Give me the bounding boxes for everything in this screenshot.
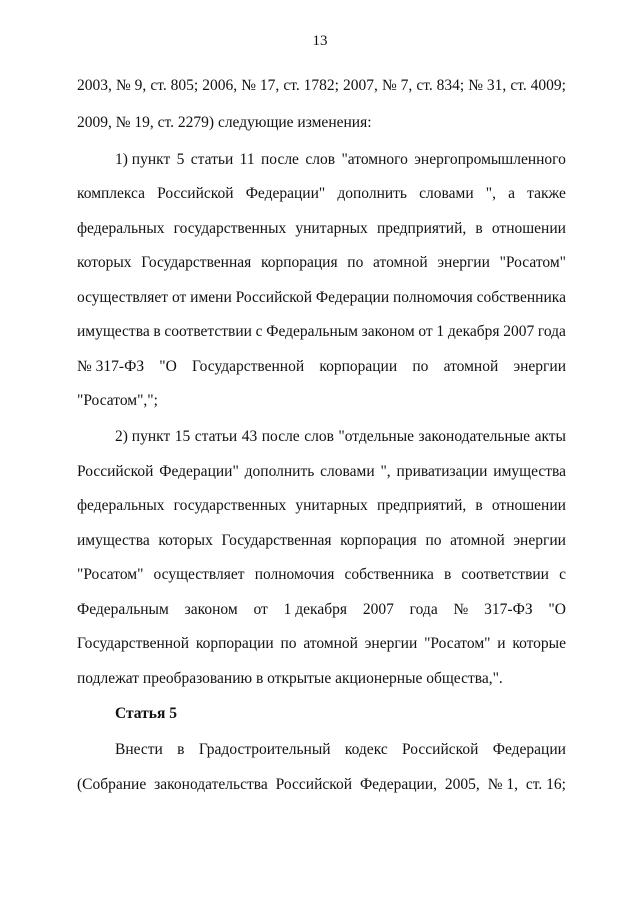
word: после <box>261 428 300 445</box>
word: по <box>347 254 364 271</box>
text-line <box>115 150 566 170</box>
word: в <box>153 323 161 340</box>
word: государственных <box>173 220 287 237</box>
word: № 317-ФЗ <box>77 358 145 375</box>
word: Федерации, <box>359 776 438 793</box>
word: ст. 1782; <box>283 77 339 94</box>
word: ст. 16; <box>525 776 566 793</box>
word: "Росатом" <box>77 566 144 583</box>
word: Российской <box>402 741 479 758</box>
word: по <box>412 358 429 375</box>
word: соответствии <box>164 323 252 340</box>
word: атомной <box>450 532 505 549</box>
word: собственника <box>476 289 566 306</box>
word: № 7, <box>381 77 413 94</box>
word: "отдельные <box>338 428 415 445</box>
word: полномочия <box>254 566 335 583</box>
word: Федерации" <box>159 463 239 480</box>
word: "О <box>159 358 177 375</box>
text-line <box>77 76 566 96</box>
word: корпорации <box>195 635 274 652</box>
word: 2007, <box>343 77 378 94</box>
word: и <box>497 635 506 652</box>
word: статьи <box>190 151 234 168</box>
word: 317-ФЗ <box>484 601 533 618</box>
word: атомной <box>373 254 428 271</box>
word: имени <box>190 289 232 306</box>
text-line <box>77 357 566 377</box>
word: по <box>280 635 297 652</box>
word: "Росатом" <box>499 254 566 271</box>
word: от <box>253 601 268 618</box>
word: 2007 <box>503 323 535 340</box>
word: с <box>255 323 263 340</box>
word: предприятий, <box>376 497 467 514</box>
text-line <box>77 253 566 273</box>
word: от <box>171 289 187 306</box>
word: года <box>409 601 438 618</box>
word: Государственная <box>141 254 252 271</box>
word: 1) пункт <box>115 151 171 168</box>
text-line <box>77 565 566 585</box>
word: 11 <box>239 151 255 168</box>
word: законодательные <box>418 428 531 445</box>
word: в <box>475 497 483 514</box>
word: энергопромышленного <box>414 151 566 168</box>
word: словами <box>320 463 375 480</box>
word: № <box>453 601 469 618</box>
word: с <box>559 566 566 583</box>
word: имущества <box>493 463 566 480</box>
word: Внести <box>115 741 163 758</box>
word: энергии <box>437 254 490 271</box>
text-line <box>77 288 566 308</box>
word: Федерации <box>315 289 390 306</box>
article-heading: Статья 5 <box>115 705 177 722</box>
text-line <box>77 775 566 795</box>
word: которых <box>77 254 132 271</box>
word: 2007 <box>362 601 394 618</box>
word: кодекс <box>344 741 388 758</box>
word: приватизации <box>396 463 488 480</box>
word: № 9, <box>115 77 147 94</box>
word: ", <box>485 185 496 202</box>
word: корпорация <box>260 254 338 271</box>
word: № 31, <box>468 77 507 94</box>
word: Градостроительный <box>198 741 331 758</box>
word: унитарных <box>295 220 368 237</box>
word: Государственной <box>77 635 190 652</box>
word: осуществляет <box>153 566 245 583</box>
word: 2) пункт <box>115 428 171 445</box>
text-line <box>77 184 566 204</box>
word: ст. 4009; <box>510 77 566 94</box>
word: в <box>177 741 185 758</box>
text-line <box>77 496 566 516</box>
word: "атомного <box>341 151 408 168</box>
word: декабря <box>447 323 500 340</box>
word: атомной <box>303 635 358 652</box>
text-line <box>77 634 566 654</box>
word: № 17, <box>241 77 280 94</box>
word: ст. 805; <box>150 77 199 94</box>
word: федеральных <box>77 497 165 514</box>
word: Российской <box>235 289 313 306</box>
text-line <box>115 740 566 760</box>
word: 1 декабря <box>283 601 347 618</box>
word: 2003, <box>77 77 112 94</box>
word: имущества <box>77 532 150 549</box>
word: имущества <box>77 323 150 340</box>
word: Федерации <box>492 741 566 758</box>
word: также <box>527 185 566 202</box>
word: государственных <box>173 497 287 514</box>
text-line <box>77 219 566 239</box>
text-line: подлежат преобразованию в открытые акционерные общества,". <box>77 670 503 687</box>
word: дополнить <box>337 185 408 202</box>
word: законодательства <box>154 776 268 793</box>
word: отношении <box>491 497 566 514</box>
word: дополнить <box>244 463 315 480</box>
word: статьи <box>194 428 238 445</box>
word: предприятий, <box>376 220 467 237</box>
word: Российской <box>77 463 154 480</box>
word: Государственной <box>192 358 305 375</box>
word: энергии <box>364 635 418 652</box>
word: корпорация <box>340 532 417 549</box>
text-line <box>77 462 566 482</box>
text-line <box>77 531 566 551</box>
word: Федеральным <box>77 601 169 618</box>
text-line <box>77 322 566 342</box>
word: в <box>443 566 452 583</box>
word: Российской <box>157 185 234 202</box>
word: Федеральным <box>266 323 358 340</box>
word: после <box>261 151 299 168</box>
word: федеральных <box>77 220 165 237</box>
word: осуществляет <box>77 289 169 306</box>
word: энергии <box>513 532 566 549</box>
word: в <box>475 220 483 237</box>
word: слов <box>305 151 336 168</box>
word: собственника <box>344 566 434 583</box>
word: которые <box>512 635 566 652</box>
word: которых <box>158 532 213 549</box>
text-line: 2009, № 19, ст. 2279) следующие изменения: <box>77 114 372 131</box>
word: 43 <box>241 428 258 445</box>
word: энергии <box>513 358 566 375</box>
word: соответствии <box>461 566 549 583</box>
text-line <box>115 427 566 447</box>
word: комплекса <box>77 185 146 202</box>
word: Государственная <box>221 532 332 549</box>
word: "О <box>548 601 566 618</box>
word: "Росатом" <box>424 635 491 652</box>
word: законом <box>184 601 238 618</box>
word: акты <box>534 428 566 445</box>
word: ", <box>380 463 391 480</box>
word: 1 <box>436 323 445 340</box>
word: Российской <box>275 776 353 793</box>
page-number: 13 <box>312 33 328 49</box>
word: 5 <box>176 151 185 168</box>
word: года <box>537 323 566 340</box>
word: № 1, <box>487 776 518 793</box>
word: (Собрание <box>77 776 147 793</box>
word: унитарных <box>295 497 368 514</box>
text-line <box>77 600 566 620</box>
word: Федерации" <box>245 185 326 202</box>
word: корпорации <box>319 358 398 375</box>
word: словами <box>419 185 474 202</box>
word: 2005, <box>444 776 480 793</box>
word: а <box>508 185 515 202</box>
word: по <box>425 532 442 549</box>
word: полномочия <box>393 289 473 306</box>
word: отношении <box>491 220 566 237</box>
word: 2006, <box>202 77 238 94</box>
word: 15 <box>174 428 191 445</box>
word: ст. 834; <box>416 77 465 94</box>
text-line: "Росатом","; <box>77 392 158 409</box>
word: от <box>418 323 433 340</box>
word: законом <box>361 323 415 340</box>
word: атомной <box>443 358 499 375</box>
word: слов <box>304 428 334 445</box>
